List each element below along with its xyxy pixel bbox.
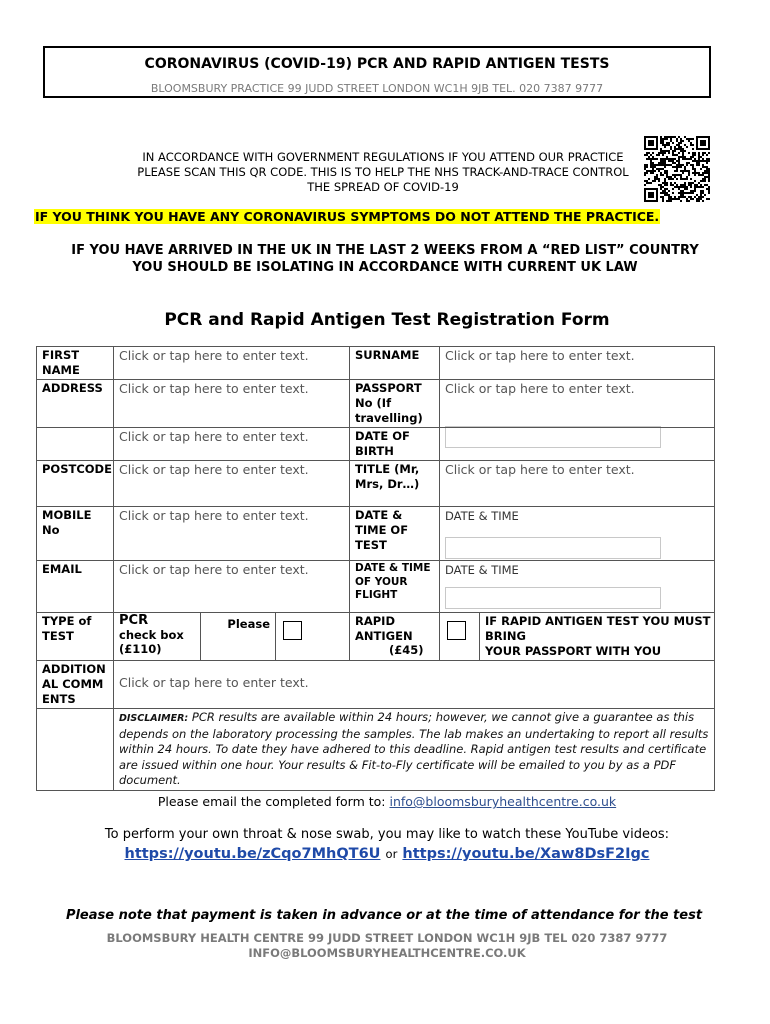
rapid-price: (£45) (389, 643, 424, 657)
address-label-empty (37, 428, 114, 461)
mobile-placeholder: Click or tap here to enter text. (119, 508, 309, 523)
email-instruction (30, 794, 744, 809)
postcode-field[interactable] (114, 461, 350, 507)
red-list-line-2: YOU SHOULD BE ISOLATING IN ACCORDANCE WITH CURRENT UK LAW (132, 260, 638, 275)
title-label: TITLE (Mr, Mrs, Dr…) (350, 461, 440, 507)
type-of-test-label: TYPE of TEST (37, 613, 114, 661)
surname-label: SURNAME (350, 347, 440, 380)
notice-line-2: PLEASE SCAN THIS QR CODE. THIS IS TO HELP THE NHS TRACK-AND-TRACE CONTROL (137, 165, 629, 179)
comments-label: ADDITIONAL COMMENTS (37, 661, 114, 709)
first-name-label: FIRST NAME (37, 347, 114, 380)
pcr-please-text: Please (201, 613, 276, 661)
email-placeholder: Click or tap here to enter text. (119, 562, 309, 577)
rapid-note-line-2: BRING (485, 629, 526, 643)
notice-text (106, 150, 660, 195)
postcode-label: POSTCODE (37, 461, 114, 507)
footer-email: INFO@BLOOMSBURYHEALTHCENTRE.CO.UK (248, 946, 526, 960)
video-instruction: To perform your own throat & nose swab, you may like to watch these YouTube videos: (104, 827, 670, 842)
rapid-note-line-1: IF RAPID ANTIGEN TEST YOU MUST (485, 614, 711, 628)
pcr-checkbox-cell (276, 613, 350, 661)
notice-line-3: THE SPREAD OF COVID-19 (307, 180, 459, 194)
mobile-field[interactable] (114, 507, 350, 561)
dob-field[interactable] (440, 428, 715, 461)
dob-label: DATE OF BIRTH (350, 428, 440, 461)
disclaimer-text: PCR results are available within 24 hours; however, we cannot give a guarantee as this depends on the laboratory processing the samples. The lab makes an undertaking to report all results within 24 hours. To date they have adhered to this deadline. Rapid antigen test results and certificate are issued within one hour. Your results & Fit-to-Fly certificate will be emailed to you by as a PDF document. (119, 710, 709, 787)
video-link-1[interactable]: https://youtu.be/zCqo7MhQT6U (124, 846, 381, 862)
pcr-option (114, 613, 201, 661)
footer-address: BLOOMSBURY HEALTH CENTRE 99 JUDD STREET LONDON WC1H 9JB TEL 020 7387 9777 (106, 931, 668, 945)
rapid-option (350, 613, 440, 661)
test-datetime-field[interactable] (440, 507, 715, 561)
passport-field[interactable] (440, 380, 715, 428)
rapid-line-1: RAPID (355, 614, 396, 628)
passport-placeholder: Click or tap here to enter text. (445, 381, 635, 396)
footer (30, 931, 744, 961)
rapid-line-2: ANTIGEN (355, 628, 413, 643)
test-datetime-label: DATE & TIME OF TEST (350, 507, 440, 561)
practice-email-link[interactable]: info@bloomsburyhealthcentre.co.uk (389, 794, 617, 809)
address-field-1[interactable] (114, 380, 350, 428)
pcr-name: PCR (119, 613, 149, 628)
page-title: CORONAVIRUS (COVID-19) PCR AND RAPID ANTIGEN TESTS (144, 56, 610, 72)
flight-datetime-label: DATE & TIME OF YOUR FLIGHT (350, 561, 440, 613)
flight-datetime-input[interactable] (445, 587, 661, 609)
comments-placeholder: Click or tap here to enter text. (119, 675, 309, 690)
disclaimer-label: DISCLAIMER: (119, 713, 189, 724)
rapid-checkbox-cell (440, 613, 480, 661)
video-link-2[interactable]: https://youtu.be/Xaw8DsF2Igc (402, 846, 650, 862)
disclaimer-label-empty (37, 709, 114, 791)
address-label: ADDRESS (37, 380, 114, 428)
test-datetime-input[interactable] (445, 537, 661, 559)
surname-field[interactable] (440, 347, 715, 380)
qr-code-icon[interactable] (644, 136, 710, 202)
address-placeholder-1: Click or tap here to enter text. (119, 381, 309, 396)
red-list-line-1: IF YOU HAVE ARRIVED IN THE UK IN THE LAST 2 WEEKS FROM A “RED LIST” COUNTRY (71, 243, 699, 258)
notice-line-1: IN ACCORDANCE WITH GOVERNMENT REGULATIONS IF YOU ATTEND OUR PRACTICE (142, 150, 624, 164)
rapid-passport-note (480, 613, 715, 661)
postcode-placeholder: Click or tap here to enter text. (119, 462, 309, 477)
dob-input[interactable] (445, 426, 661, 448)
flight-datetime-field[interactable] (440, 561, 715, 613)
mobile-label: MOBILE No (37, 507, 114, 561)
test-datetime-value: DATE & TIME (445, 509, 519, 523)
registration-form (36, 346, 715, 791)
red-list-warning (30, 242, 740, 276)
rapid-checkbox[interactable] (447, 621, 466, 640)
pcr-price: (£110) (119, 642, 162, 656)
pcr-check-box-text: check box (119, 628, 184, 642)
form-title: PCR and Rapid Antigen Test Registration Form (164, 310, 610, 330)
video-or-text: or (385, 847, 398, 861)
first-name-placeholder: Click or tap here to enter text. (119, 348, 309, 363)
payment-note: Please note that payment is taken in advance or at the time of attendance for the test (65, 908, 703, 923)
email-label: EMAIL (37, 561, 114, 613)
address-placeholder-2: Click or tap here to enter text. (119, 429, 309, 444)
practice-address: BLOOMSBURY PRACTICE 99 JUDD STREET LONDON WC1H 9JB TEL. 020 7387 9777 (150, 82, 604, 95)
surname-placeholder: Click or tap here to enter text. (445, 348, 635, 363)
symptoms-warning: IF YOU THINK YOU HAVE ANY CORONAVIRUS SYMPTOMS DO NOT ATTEND THE PRACTICE. (35, 209, 660, 224)
flight-datetime-value: DATE & TIME (445, 563, 519, 577)
pcr-checkbox[interactable] (283, 621, 302, 640)
comments-field[interactable] (114, 661, 715, 709)
title-field[interactable] (440, 461, 715, 507)
video-links (30, 843, 744, 862)
email-field[interactable] (114, 561, 350, 613)
passport-label: PASSPORT No (If travelling) (350, 380, 440, 428)
rapid-note-line-3: YOUR PASSPORT WITH YOU (485, 644, 662, 658)
disclaimer (114, 709, 715, 791)
title-placeholder: Click or tap here to enter text. (445, 462, 635, 477)
email-instruction-text: Please email the completed form to: (157, 794, 386, 809)
first-name-field[interactable] (114, 347, 350, 380)
address-field-2[interactable] (114, 428, 350, 461)
